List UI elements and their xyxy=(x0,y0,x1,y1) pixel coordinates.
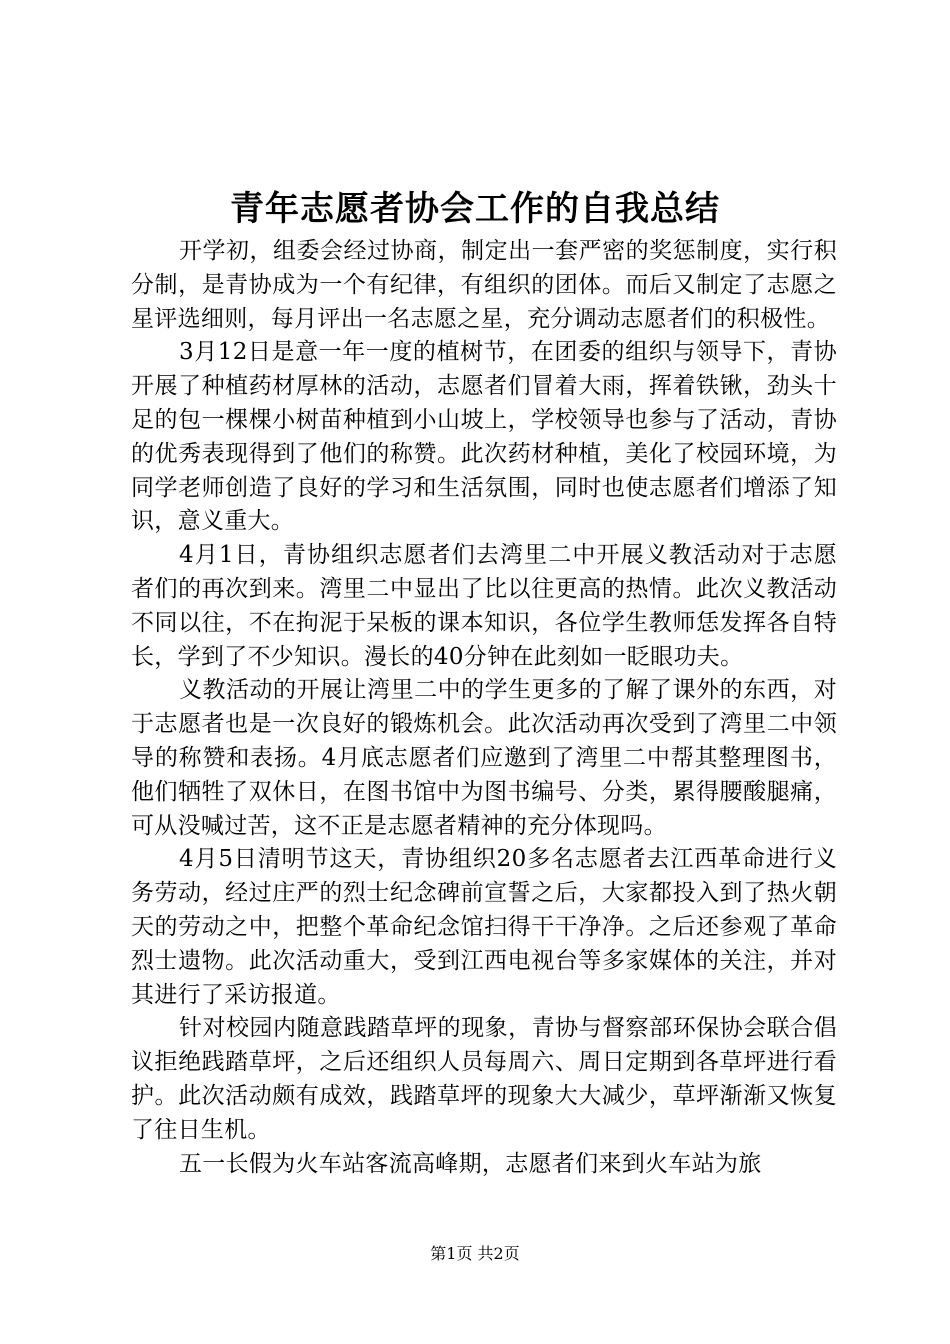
paragraph-3: 4月1日，青协组织志愿者们去湾里二中开展义教活动对于志愿者们的再次到来。湾里二中显出了比以往更高的热情。此次义教活动不同以往，不在拘泥于呆板的课本知识，各位学生教师恁发挥各自特长，学到了不少知识。漫长的40分钟在此刻如一眨眼功夫。 xyxy=(131,542,837,670)
document-body xyxy=(131,235,837,1181)
paragraph-1: 开学初，组委会经过协商，制定出一套严密的奖惩制度，实行积分制，是青协成为一个有纪律，有组织的团体。而后又制定了志愿之星评选细则，每月评出一名志愿之星，充分调动志愿者们的积极性。 xyxy=(131,238,837,332)
paragraph-6: 针对校园内随意践踏草坪的现象，青协与督察部环保协会联合倡议拒绝践踏草坪，之后还组织人员每周六、周日定期到各草坪进行看护。此次活动颇有成效，践踏草坪的现象大大减少，草坪渐渐又恢复了往日生机。 xyxy=(131,1015,837,1143)
paragraph-5: 4月5日清明节这天，青协组织20多名志愿者去江西革命进行义务劳动，经过庄严的烈士纪念碑前宣誓之后，大家都投入到了热火朝天的劳动之中，把整个革命纪念馆扫得干干净净。之后还参观了革命烈士遗物。此次活动重大，受到江西电视台等多家媒体的关注，并对其进行了采访报道。 xyxy=(131,846,837,1008)
paragraph-4: 义教活动的开展让湾里二中的学生更多的了解了课外的东西，对于志愿者也是一次良好的锻炼机会。此次活动再次受到了湾里二中领导的称赞和表扬。4月底志愿者们应邀到了湾里二中帮其整理图书，他们牺牲了双休日，在图书馆中为图书编号、分类，累得腰酸腿痛，可从没喊过苦，这不正是志愿者精神的充分体现吗。 xyxy=(131,677,837,839)
paragraph-7: 五一长假为火车站客流高峰期，志愿者们来到火车站为旅 xyxy=(179,1150,762,1177)
paragraph-2: 3月12日是意一年一度的植树节，在团委的组织与领导下，青协开展了种植药材厚林的活动，志愿者们冒着大雨，挥着铁锹，劲头十足的包一棵棵小树苗种植到小山坡上，学校领导也参与了活动，青协的优秀表现得到了他们的称赞。此次药材种植，美化了校园环境，为同学老师创造了良好的学习和生活氛围，同时也使志愿者们增添了知识，意义重大。 xyxy=(131,339,837,535)
page-number-footer: 第1页 共2页 xyxy=(430,1244,520,1263)
document-title: 青年志愿者协会工作的自我总结 xyxy=(230,189,720,229)
